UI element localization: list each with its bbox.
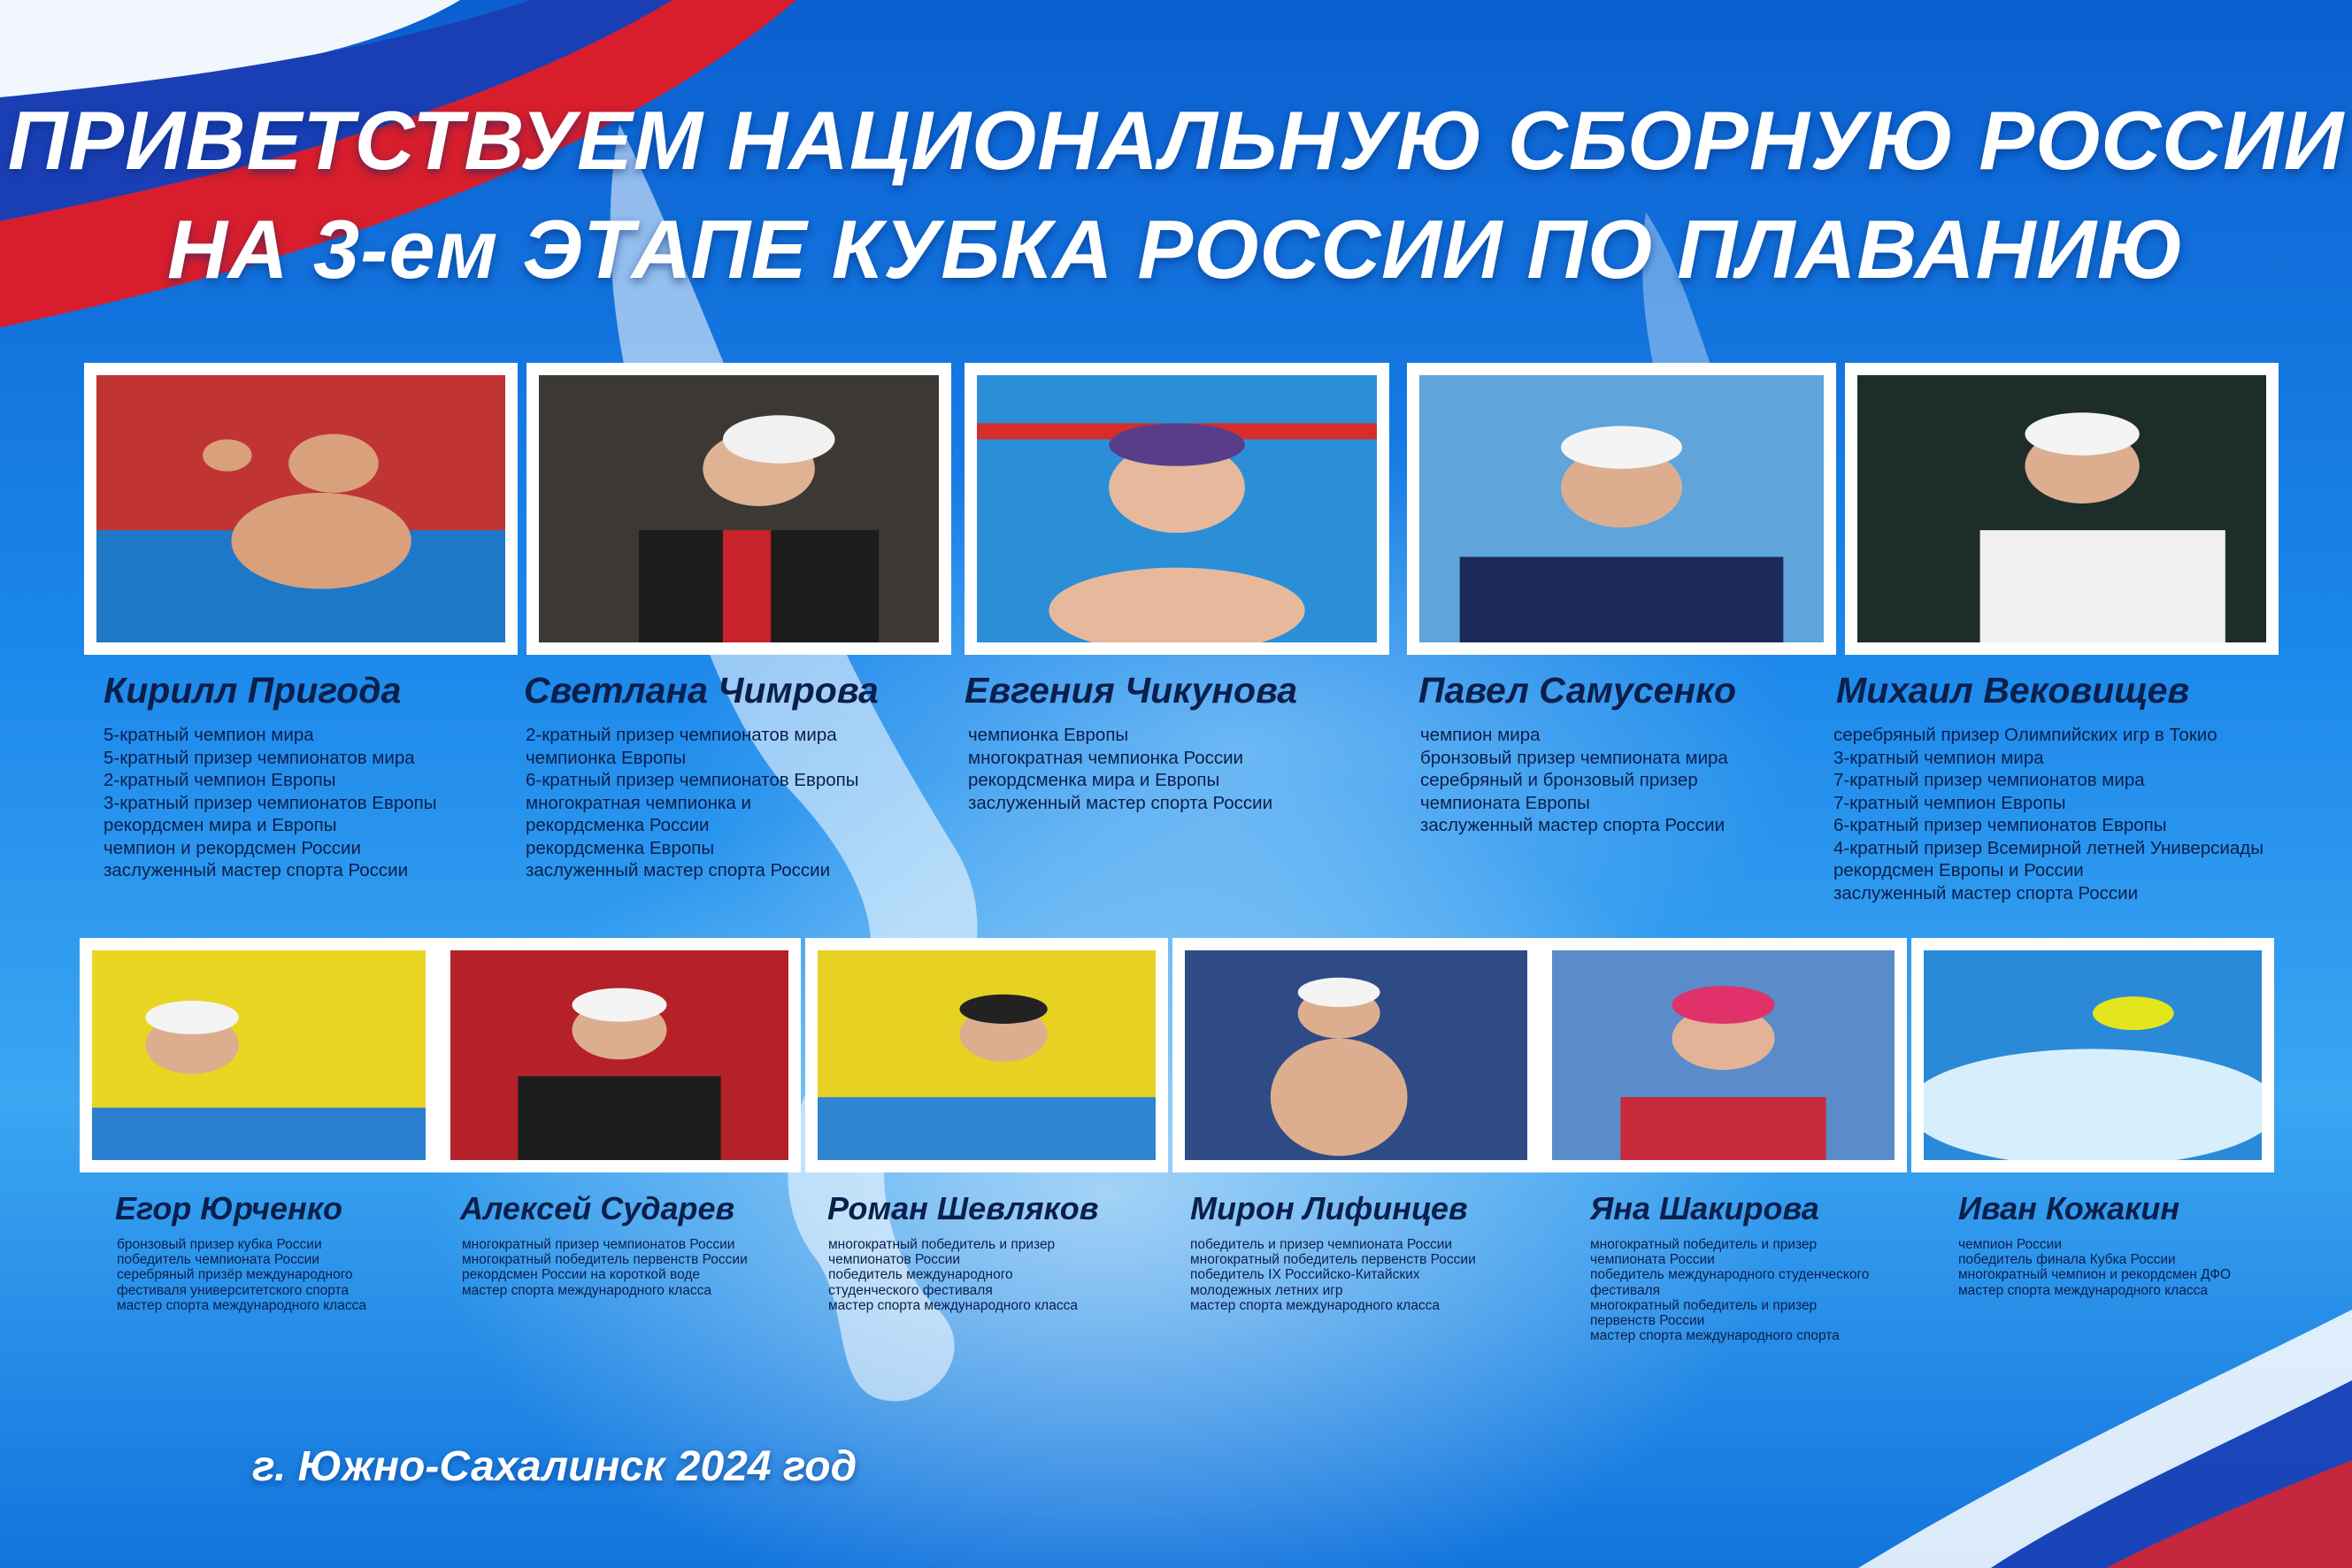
achievement-line: молодежных летних игр <box>1190 1282 1343 1298</box>
athlete-photo <box>84 363 518 655</box>
achievement-line: мастер спорта международного спорта <box>1590 1328 1840 1344</box>
athlete-name: Мирон Лифинцев <box>1190 1190 1468 1226</box>
achievement-line: многократный победитель и призер <box>1590 1297 1818 1313</box>
title-line-2: НА 3-ем ЭТАПЕ КУБКА РОССИИ ПО ПЛАВАНИЮ <box>166 203 2185 296</box>
achievement-line: мастер спорта международного класса <box>1958 1282 2208 1298</box>
athlete-photo <box>965 363 1389 655</box>
athlete-achievements <box>968 724 1272 814</box>
achievement-line: 5-кратный чемпион мира <box>104 725 314 745</box>
athlete-photo <box>527 363 951 655</box>
athlete-achievements <box>1420 724 1728 837</box>
achievement-line: заслуженный мастер спорта России <box>526 860 831 880</box>
achievement-line: 6-кратный призер чемпионатов Европы <box>526 770 859 790</box>
achievement-line: 4-кратный призер Всемирной летней Универсиады <box>1833 837 2264 858</box>
photo-placeholder-icon <box>818 950 1156 1160</box>
achievement-line: рекордсменка мира и Европы <box>968 770 1220 790</box>
athlete-name: Роман Шевляков <box>827 1190 1099 1226</box>
photo-placeholder-icon <box>1552 950 1895 1160</box>
athlete-photo <box>438 938 801 1172</box>
achievement-line: чемпионатов России <box>828 1252 961 1268</box>
achievement-line: бронзовый призер кубка России <box>117 1237 322 1252</box>
achievement-line: рекордсменка России <box>526 815 710 835</box>
achievement-line: серебряный призёр международного <box>117 1267 353 1283</box>
achievement-line: заслуженный мастер спорта России <box>1833 882 2139 903</box>
achievement-line: 5-кратный призер чемпионатов мира <box>104 747 415 768</box>
achievement-line: 2-кратный чемпион Европы <box>104 770 336 790</box>
athlete-name: Михаил Вековищев <box>1836 670 2190 711</box>
achievement-line: рекордсмен мира и Европы <box>104 815 337 835</box>
achievement-line: 3-кратный чемпион мира <box>1833 747 2044 768</box>
photo-placeholder-icon <box>1924 950 2262 1160</box>
athlete-achievements <box>1190 1237 1476 1313</box>
achievement-line: заслуженный мастер спорта России <box>104 860 409 880</box>
athlete-achievements <box>117 1237 366 1313</box>
achievement-line: многократный победитель первенств России <box>462 1252 748 1268</box>
photo-placeholder-icon <box>92 950 426 1160</box>
achievement-line: мастер спорта международного класса <box>828 1297 1078 1313</box>
athlete-name: Яна Шакирова <box>1590 1190 1819 1226</box>
athlete-achievements <box>526 724 859 882</box>
achievement-line: рекордсмен России на короткой воде <box>462 1267 701 1283</box>
achievement-line: заслуженный мастер спорта России <box>968 792 1273 813</box>
achievement-line: мастер спорта международного класса <box>1190 1297 1440 1313</box>
footer-location-year: г. Южно-Сахалинск 2024 год <box>252 1443 857 1490</box>
achievement-line: чемпионата России <box>1590 1252 1715 1268</box>
achievement-line: бронзовый призер чемпионата мира <box>1420 747 1728 768</box>
athlete-photo <box>1911 938 2274 1172</box>
athlete-achievements <box>1590 1237 1869 1343</box>
athlete-photo <box>1540 938 1907 1172</box>
achievement-line: студенческого фестиваля <box>828 1282 993 1298</box>
achievement-line: многократная чемпионка России <box>968 747 1244 768</box>
achievement-line: победитель финала Кубка России <box>1958 1252 2176 1268</box>
achievement-line: мастер спорта международного класса <box>117 1297 366 1313</box>
athlete-photo <box>1845 363 2279 655</box>
achievement-line: мастер спорта международного класса <box>462 1282 711 1298</box>
photo-placeholder-icon <box>1185 950 1527 1160</box>
achievement-line: фестиваля <box>1590 1282 1660 1298</box>
achievement-line: победитель и призер чемпионата России <box>1190 1237 1453 1252</box>
athlete-achievements <box>1833 724 2264 904</box>
photo-placeholder-icon <box>977 375 1377 642</box>
athlete-achievements <box>104 724 437 882</box>
achievement-line: заслуженный мастер спорта России <box>1420 815 1726 835</box>
athlete-photo <box>1407 363 1836 655</box>
title-line-1: ПРИВЕТСТВУЕМ НАЦИОНАЛЬНУЮ СБОРНУЮ РОССИИ <box>7 94 2345 187</box>
achievement-line: многократный победитель и призер <box>1590 1237 1818 1252</box>
achievement-line: чемпионка Европы <box>526 747 687 768</box>
athlete-name: Кирилл Пригода <box>104 670 402 711</box>
achievement-line: многократный чемпион и рекордсмен ДФО <box>1958 1267 2232 1283</box>
photo-placeholder-icon <box>1857 375 2266 642</box>
athlete-achievements <box>828 1237 1078 1313</box>
achievement-line: победитель IX Российско-Китайских <box>1190 1267 1420 1283</box>
achievement-line: фестиваля университетского спорта <box>117 1282 350 1298</box>
athlete-name: Алексей Сударев <box>460 1190 735 1226</box>
achievement-line: 3-кратный призер чемпионатов Европы <box>104 792 437 813</box>
athlete-achievements <box>462 1237 748 1298</box>
photo-placeholder-icon <box>450 950 788 1160</box>
athlete-name: Евгения Чикунова <box>965 670 1298 711</box>
achievement-line: рекордсменка Европы <box>526 837 715 858</box>
achievement-line: серебряный и бронзовый призер <box>1420 770 1698 790</box>
photo-placeholder-icon <box>1419 375 1824 642</box>
achievement-line: победитель международного <box>828 1267 1013 1283</box>
achievement-line: многократный победитель первенств России <box>1190 1252 1476 1268</box>
athlete-name: Иван Кожакин <box>1958 1190 2180 1226</box>
achievement-line: 7-кратный призер чемпионатов мира <box>1833 770 2145 790</box>
photo-placeholder-icon <box>96 375 505 642</box>
achievement-line: чемпионка Европы <box>968 725 1129 745</box>
achievement-line: 7-кратный чемпион Европы <box>1833 792 2066 813</box>
athlete-name: Павел Самусенко <box>1418 670 1736 711</box>
achievement-line: чемпионата Европы <box>1420 792 1590 813</box>
athlete-name: Егор Юрченко <box>115 1190 343 1226</box>
achievement-line: 6-кратный призер чемпионатов Европы <box>1833 815 2167 835</box>
athlete-photo <box>1172 938 1540 1172</box>
achievement-line: чемпион и рекордсмен России <box>104 837 361 858</box>
achievement-line: чемпион мира <box>1420 725 1541 745</box>
achievement-line: победитель международного студенческого <box>1590 1267 1870 1283</box>
athlete-photo <box>80 938 438 1172</box>
photo-placeholder-icon <box>539 375 939 642</box>
achievement-line: первенств России <box>1590 1313 1705 1329</box>
athlete-achievements <box>1958 1237 2231 1298</box>
achievement-line: многократный призер чемпионатов России <box>462 1237 735 1252</box>
achievement-line: чемпион России <box>1958 1237 2062 1252</box>
achievement-line: многократный победитель и призер <box>828 1237 1056 1252</box>
achievement-line: многократная чемпионка и <box>526 792 751 813</box>
athlete-name: Светлана Чимрова <box>524 670 879 711</box>
achievement-line: рекордсмен Европы и России <box>1833 860 2084 880</box>
achievement-line: победитель чемпионата России <box>117 1252 319 1268</box>
achievement-line: 2-кратный призер чемпионатов мира <box>526 725 837 745</box>
athlete-photo <box>805 938 1168 1172</box>
achievement-line: серебряный призер Олимпийских игр в Токио <box>1833 725 2217 745</box>
